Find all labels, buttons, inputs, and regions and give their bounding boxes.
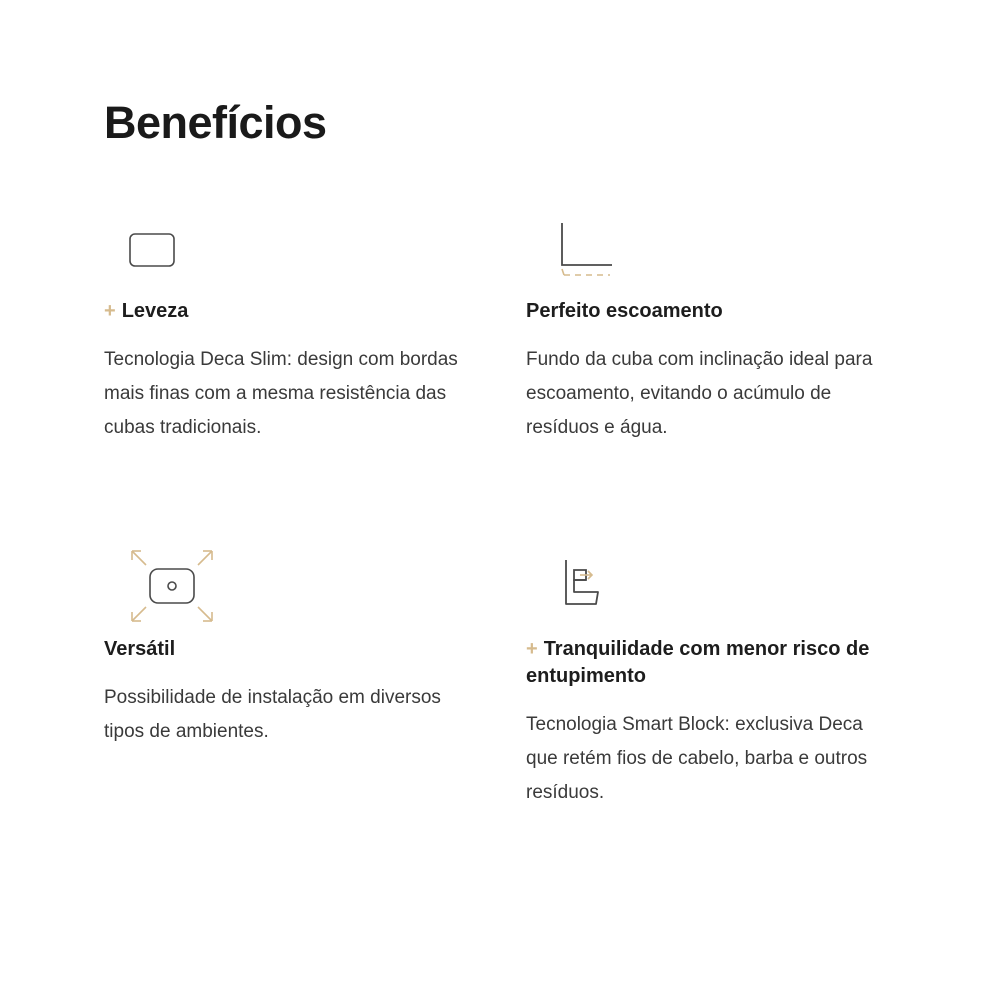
page-title: Benefícios	[104, 97, 327, 148]
benefit-title-row	[526, 636, 904, 690]
benefit-body: Tecnologia Deca Slim: design com bordas mais finas com a mesma resistência das cubas tradicionais.	[104, 349, 458, 438]
benefit-title-text: Versátil	[104, 638, 176, 661]
benefit-title-text: Perfeito escoamento	[526, 300, 723, 322]
benefits-grid	[104, 198, 904, 810]
benefit-card-leveza	[104, 198, 526, 444]
benefit-title-text: Leveza	[121, 300, 189, 322]
benefit-body: Tecnologia Smart Block: exclusiva Deca que retém fios de cabelo, barba e outros resíduos.	[526, 714, 868, 804]
benefit-body: Fundo da cuba com inclinação ideal para escoamento, evitando o acúmulo de resíduos e água.	[526, 349, 873, 438]
benefit-title-row	[104, 636, 526, 663]
benefit-title	[526, 636, 904, 690]
benefit-title	[104, 298, 526, 325]
benefit-title-text: Tranquilidade com menor risco de entupimento	[526, 638, 870, 688]
plus-icon: +	[104, 300, 116, 322]
benefit-body: Possibilidade de instalação em diversos tipos de ambientes.	[104, 687, 441, 743]
benefit-card-versatil	[104, 536, 526, 809]
expand-arrows-basin-icon	[104, 536, 526, 636]
toilet-side-view-icon	[526, 536, 904, 636]
corner-drain-slope-icon	[526, 198, 904, 298]
rounded-square-icon	[104, 198, 526, 298]
benefit-card-tranquilidade	[526, 536, 904, 809]
plus-icon: +	[526, 638, 538, 661]
benefit-title	[104, 636, 526, 663]
benefit-title-row	[104, 298, 526, 325]
benefit-title-row	[526, 298, 904, 325]
benefit-title	[526, 298, 904, 325]
benefit-card-escoamento	[526, 198, 904, 444]
